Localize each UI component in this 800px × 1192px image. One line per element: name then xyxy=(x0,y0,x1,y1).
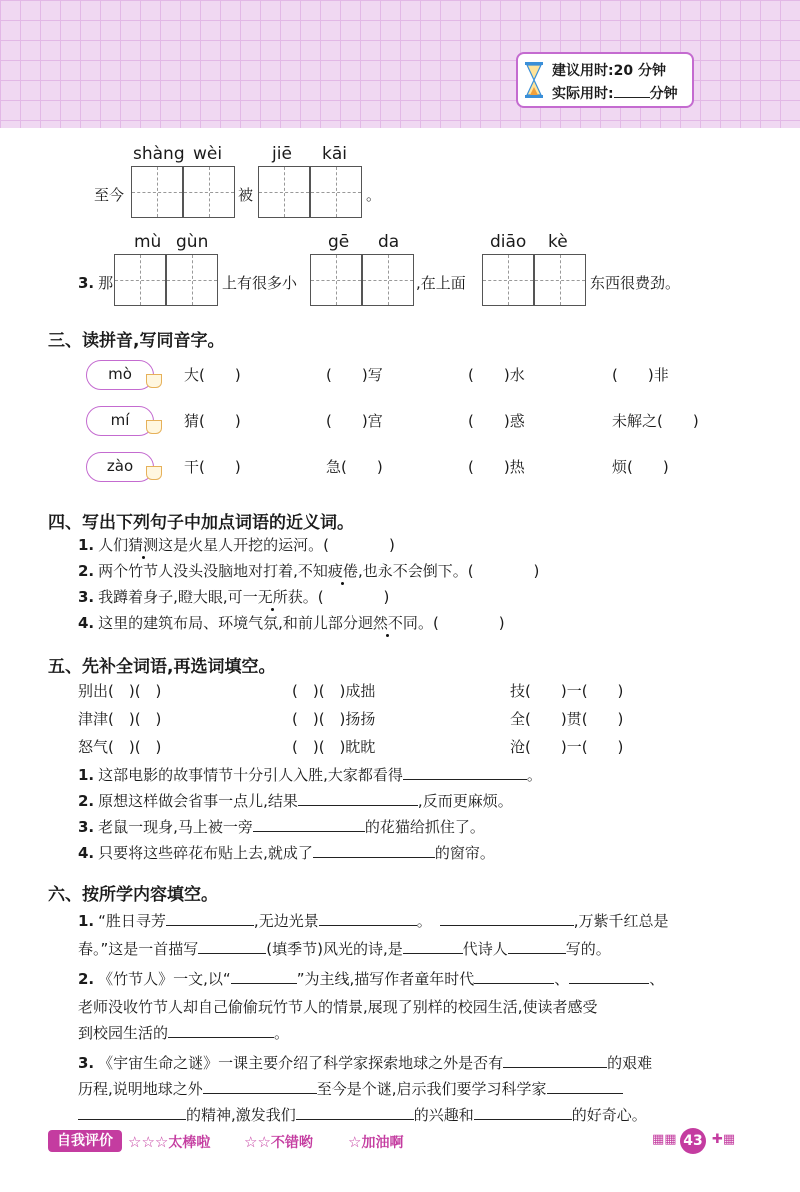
fill-item[interactable]: 猜( ) xyxy=(184,412,241,430)
question-item[interactable]: 3. 我蹲着身子,瞪大眼,可一无所获。( ) xyxy=(78,588,390,606)
pinyin-pill: mò xyxy=(86,360,154,390)
question-item-cont[interactable]: 到校园生活的 。 xyxy=(78,1024,290,1042)
fill-item[interactable]: ( )宫 xyxy=(326,412,383,430)
writing-grid[interactable] xyxy=(166,254,218,306)
question-item[interactable]: 1. 人们猜测这是火星人开挖的运河。( ) xyxy=(78,536,395,554)
pinyin-pill: zào xyxy=(86,452,154,482)
question-item-cont[interactable]: 的精神,激发我们 的兴趣和 的好奇心。 xyxy=(78,1104,647,1125)
idiom-fill[interactable]: 别出( )( ) xyxy=(78,682,162,700)
sentence-text: 。 xyxy=(366,186,382,204)
writing-grid[interactable] xyxy=(258,166,310,218)
pinyin: da xyxy=(378,232,400,252)
fill-item[interactable]: 急( ) xyxy=(326,458,383,476)
sentence-text: 被 xyxy=(238,186,254,204)
fill-item[interactable]: 大( ) xyxy=(184,366,241,384)
writing-grid[interactable] xyxy=(362,254,414,306)
star-icon: ☆☆ xyxy=(244,1133,271,1151)
fill-item[interactable]: ( )水 xyxy=(468,366,525,384)
idiom-fill[interactable]: ( )( )成拙 xyxy=(292,682,376,700)
decoration-icon: ▦▦ xyxy=(652,1132,677,1147)
star-icon: ☆☆☆ xyxy=(128,1133,169,1151)
section-title-5: 五、先补全词语,再选词填空。 xyxy=(48,657,276,677)
writing-grid[interactable] xyxy=(131,166,183,218)
actual-time: 实际用时: 分钟 xyxy=(552,83,678,103)
question-item[interactable]: 1. “胜日寻芳 ,无边光景 。 ,万紫千红总是 xyxy=(78,912,669,930)
page-number: 43 xyxy=(680,1128,706,1154)
question-item[interactable]: 4. 只要将这些碎花布贴上去,就成了 的窗帘。 xyxy=(78,844,495,862)
idiom-fill[interactable]: ( )( )眈眈 xyxy=(292,738,376,756)
pinyin: wèi xyxy=(193,144,223,164)
question-item[interactable]: 3. 《宇宙生命之谜》一课主要介绍了科学家探索地球之外是否有 的艰难 xyxy=(78,1054,653,1072)
hourglass-icon xyxy=(524,62,544,98)
idiom-fill[interactable]: ( )( )扬扬 xyxy=(292,710,376,728)
writing-grid[interactable] xyxy=(114,254,166,306)
sentence-text: ,在上面 xyxy=(416,274,466,292)
question-item[interactable]: 4. 这里的建筑布局、环境气氛,和前儿部分迥然不同。( ) xyxy=(78,614,505,632)
question-item-cont[interactable]: 春。”这是一首描写 (填季节)风光的诗,是 代诗人 写的。 xyxy=(78,940,611,958)
pinyin: shàng xyxy=(133,144,185,164)
cup-icon xyxy=(146,374,162,388)
writing-grid[interactable] xyxy=(534,254,586,306)
sentence-text: 至今 xyxy=(94,186,125,204)
question-item[interactable]: 1. 这部电影的故事情节十分引人入胜,大家都看得 。 xyxy=(78,766,542,784)
suggested-time: 建议用时:20 分钟 xyxy=(552,63,666,79)
pinyin: kāi xyxy=(322,144,347,164)
question-item-cont: 老师没收竹节人却自己偷偷玩竹节人的情景,展现了别样的校园生活,使读者感受 xyxy=(78,998,598,1016)
decoration-icon: ✚▦ xyxy=(712,1132,736,1147)
idiom-fill[interactable]: 技( )一( ) xyxy=(510,682,624,700)
pinyin: kè xyxy=(548,232,568,252)
pinyin: diāo xyxy=(490,232,527,252)
question-item[interactable]: 3. 老鼠一现身,马上被一旁 的花猫给抓住了。 xyxy=(78,818,485,836)
pinyin: gùn xyxy=(176,232,209,252)
fill-item[interactable]: ( )热 xyxy=(468,458,525,476)
pinyin: jiē xyxy=(272,144,292,164)
cup-icon xyxy=(146,466,162,480)
writing-grid[interactable] xyxy=(183,166,235,218)
star-icon: ☆ xyxy=(348,1133,362,1151)
rating-great[interactable]: ☆☆☆太棒啦 xyxy=(128,1133,211,1151)
writing-grid[interactable] xyxy=(310,254,362,306)
question-item[interactable]: 2. 《竹节人》一文,以“ ”为主线,描写作者童年时代 、 、 xyxy=(78,970,665,988)
cup-icon xyxy=(146,420,162,434)
idiom-fill[interactable]: 全( )贯( ) xyxy=(510,710,624,728)
question-item[interactable]: 2. 原想这样做会省事一点儿,结果 ,反而更麻烦。 xyxy=(78,792,513,810)
question-item[interactable]: 2. 两个竹节人没头没脑地对打着,不知疲倦,也永不会倒下。( ) xyxy=(78,562,540,580)
fill-item[interactable]: ( )写 xyxy=(326,366,383,384)
pinyin-pill: mí xyxy=(86,406,154,436)
idiom-fill[interactable]: 津津( )( ) xyxy=(78,710,162,728)
pinyin: mù xyxy=(134,232,162,252)
question-3: 3. 那 xyxy=(78,274,114,292)
fill-item[interactable]: 未解之( ) xyxy=(612,412,699,430)
section-title-6: 六、按所学内容填空。 xyxy=(48,885,218,905)
fill-item[interactable]: ( )惑 xyxy=(468,412,525,430)
idiom-fill[interactable]: 沧( )一( ) xyxy=(510,738,624,756)
idiom-fill[interactable]: 怒气( )( ) xyxy=(78,738,162,756)
time-box xyxy=(516,52,694,108)
fill-item[interactable]: ( )非 xyxy=(612,366,669,384)
fill-item[interactable]: 烦( ) xyxy=(612,458,669,476)
writing-grid[interactable] xyxy=(310,166,362,218)
sentence-text: 上有很多小 xyxy=(222,274,298,292)
section-title-4: 四、写出下列句子中加点词语的近义词。 xyxy=(48,513,354,533)
pinyin: gē xyxy=(328,232,350,252)
sentence-text: 东西很费劲。 xyxy=(590,274,681,292)
section-title-3: 三、读拼音,写同音字。 xyxy=(48,331,225,351)
rating-good[interactable]: ☆☆不错哟 xyxy=(244,1133,313,1151)
writing-grid[interactable] xyxy=(482,254,534,306)
fill-item[interactable]: 干( ) xyxy=(184,458,241,476)
question-item-cont[interactable]: 历程,说明地球之外 至今是个谜,启示我们要学习科学家 xyxy=(78,1078,623,1099)
self-evaluation-badge: 自我评价 xyxy=(48,1130,122,1152)
rating-cheer[interactable]: ☆加油啊 xyxy=(348,1133,404,1151)
